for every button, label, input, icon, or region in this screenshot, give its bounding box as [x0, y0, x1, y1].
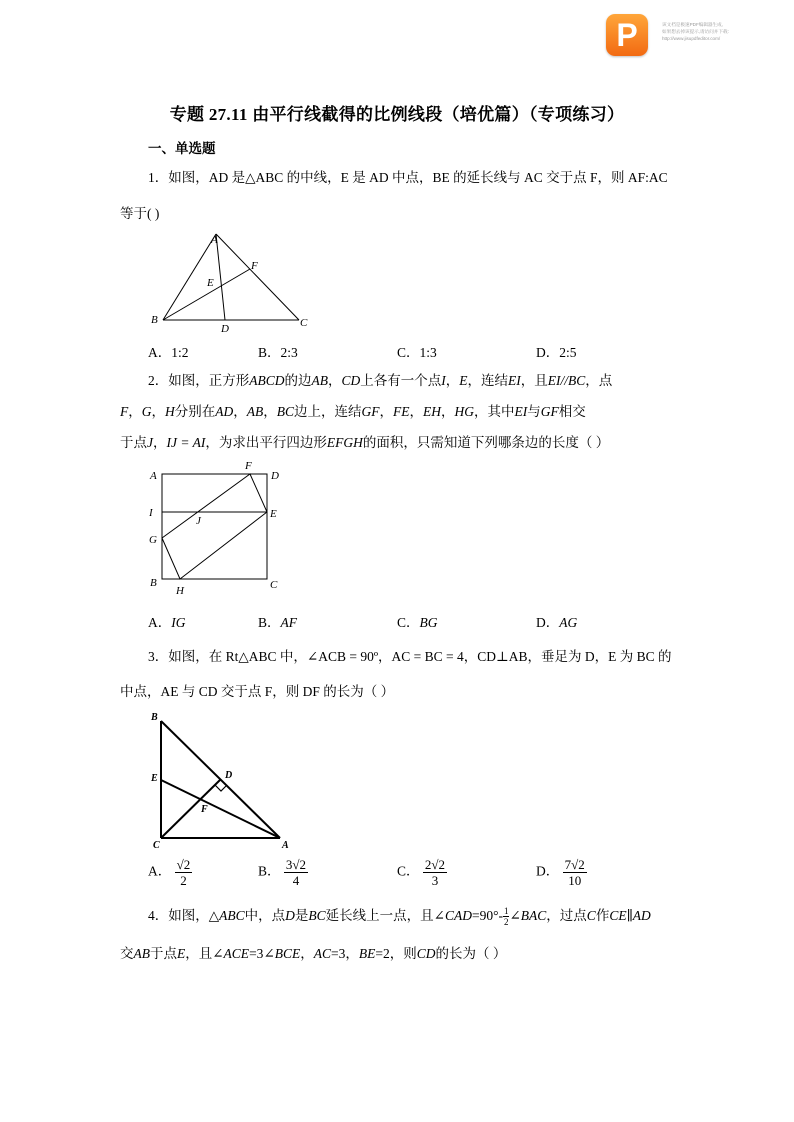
- q2-l2-q: EH: [423, 404, 442, 419]
- q4-l1-j: ∠BAC: [509, 908, 547, 923]
- watermark-line-2: 如果想去掉该提示,请访问并下载:: [662, 29, 729, 34]
- q3-option-c-fraction: [423, 857, 447, 888]
- q2-l2-x: 相交: [558, 404, 586, 419]
- q1-seg-ad: [216, 234, 225, 320]
- q4-l1-g: 延长线上一点，且: [325, 908, 434, 923]
- q4-l2-n: CD: [416, 946, 436, 961]
- q2-l2-r: ，: [441, 404, 455, 419]
- q2-l2-p: ，: [409, 404, 424, 419]
- q2-l1-d: AB: [311, 373, 328, 388]
- q2-l2-u: EI: [514, 404, 528, 419]
- q2-l2-n: ，: [379, 404, 394, 419]
- q1-option-b[interactable]: [258, 341, 298, 361]
- section-heading: 一、单选题: [148, 141, 216, 156]
- q2-l1-k: ，连结: [467, 373, 509, 388]
- q3-option-d-den: 10: [568, 873, 582, 888]
- q2-l1-h: I: [441, 373, 446, 388]
- q4-l1-c: 中，点: [244, 908, 286, 923]
- q2-parallelogram-efgh: [162, 474, 267, 579]
- q3-label-d: D: [225, 770, 233, 781]
- q2-label-e: E: [270, 508, 277, 520]
- q2-label-f: F: [245, 460, 252, 472]
- q4-half-num: 1: [503, 906, 509, 917]
- q1-label-d: D: [221, 323, 229, 335]
- q2-l2-c: G: [141, 404, 152, 419]
- q2-l3-d: IJ = AI: [166, 435, 206, 450]
- q2-option-c[interactable]: [397, 611, 438, 631]
- q2-label-d: D: [271, 470, 279, 482]
- q3-option-a-den: 2: [180, 873, 187, 888]
- q2-l1-i: ，: [445, 373, 460, 388]
- q2-l1-j: E: [459, 373, 468, 388]
- q2-l2-l: 边上，连结: [294, 404, 362, 419]
- q4-l1-n: CE∥AD: [609, 908, 651, 923]
- q2-label-h: H: [176, 585, 184, 597]
- q4-l1-m: 作: [595, 908, 610, 923]
- q4-l2-m: =2，则: [375, 946, 417, 961]
- page-title: 专题 27.11 由平行线截得的比例线段（培优篇）（专项练习）: [169, 105, 625, 124]
- q2-l2-m: GF: [361, 404, 380, 419]
- q3-text-line-2: 中点，AE 与 CD 交于点 F，则 DF 的长为（ ）: [120, 684, 395, 699]
- q4-l1-l: C: [586, 908, 596, 923]
- q2-l3-a: 于点: [120, 435, 147, 450]
- q2-l2-f: 分别在: [174, 404, 216, 419]
- q2-label-a: A: [150, 470, 157, 482]
- q1-option-b-letter: B．: [258, 345, 281, 360]
- q2-l1-g: 上各有一个点: [360, 373, 442, 388]
- q2-option-c-letter: C．: [397, 615, 420, 630]
- q2-label-i: I: [149, 507, 153, 519]
- q2-l3-e: ，为求出平行四边形: [205, 435, 327, 450]
- q2-option-d-value: AG: [559, 615, 578, 630]
- q3-option-d[interactable]: [536, 857, 587, 888]
- q2-l2-i: AB: [246, 404, 264, 419]
- q3-option-b-den: 4: [292, 873, 300, 888]
- watermark-line-3: http://www.jisupdfeditor.com/: [662, 36, 721, 41]
- q2-l2-o: FE: [393, 404, 410, 419]
- q2-l2-d: ，: [151, 404, 165, 419]
- q1-text-line-2: 等于( ): [120, 206, 160, 221]
- q2-l1-n: EI//BC: [547, 373, 586, 388]
- q2-l1-o: ，点: [585, 373, 613, 388]
- q2-label-j: J: [196, 515, 201, 527]
- q4-l1-k: ，过点: [546, 908, 587, 923]
- q2-l1-m: ，且: [520, 373, 548, 388]
- q2-option-a[interactable]: [148, 611, 186, 631]
- q4-l1-a: 4．如图，: [148, 908, 209, 923]
- q3-seg-cd: [161, 779, 221, 838]
- q3-option-c-num: 2√2: [424, 857, 446, 872]
- q4-l1-e: 是: [294, 908, 309, 923]
- q2-l2-w: GF: [540, 404, 559, 419]
- logo-letter: P: [616, 17, 638, 53]
- q3-option-b-num: 3√2: [285, 857, 307, 872]
- q4-l2-d: E: [177, 946, 186, 961]
- q4-l2-o: 的长为（ ）: [435, 946, 507, 961]
- q2-text-line-3: [120, 433, 609, 453]
- q1-label-b: B: [151, 314, 158, 326]
- q4-l1-d: D: [285, 908, 295, 923]
- q3-option-a-letter: A．: [148, 863, 172, 879]
- q2-l3-c: ，: [153, 435, 167, 450]
- q3-option-c-den: 3: [431, 873, 439, 888]
- q3-seg-ea: [161, 780, 280, 838]
- q3-text-line-1: 3．如图，在 Rt△ABC 中，∠ACB = 90º，AC = BC = 4，CD⊥AB，垂足为 D，E 为 BC 的: [148, 649, 672, 664]
- q1-option-d-value: 2:5: [559, 345, 577, 360]
- q2-l1-l: EI: [508, 373, 521, 388]
- q3-option-d-num: 7√2: [564, 857, 585, 872]
- q2-l2-e: H: [165, 404, 175, 419]
- q2-label-g: G: [149, 534, 157, 546]
- q2-text-line-2: [120, 402, 586, 422]
- q3-option-b-fraction: [284, 857, 308, 888]
- q4-text-line-2: [120, 944, 506, 964]
- q3-option-b[interactable]: [258, 857, 308, 888]
- q2-option-b-letter: B．: [258, 615, 281, 630]
- q3-option-a-num: √2: [176, 857, 191, 872]
- q2-l2-g: AD: [215, 404, 234, 419]
- q4-l2-a: 交: [120, 946, 134, 961]
- q1-option-c[interactable]: [397, 341, 437, 361]
- q2-l2-a: F: [120, 404, 129, 419]
- watermark-line-1: 该文档是极速PDF编辑器生成,: [662, 22, 723, 27]
- q2-l2-s: HG: [454, 404, 475, 419]
- q4-text-line-1: [148, 906, 651, 927]
- q1-label-f: F: [251, 260, 258, 272]
- q2-l2-j: ，: [263, 404, 277, 419]
- q2-l3-b: J: [147, 435, 153, 450]
- q1-option-d-letter: D．: [536, 345, 560, 360]
- q2-option-b-value: AF: [280, 615, 298, 630]
- q1-option-a-value: 1:2: [171, 345, 189, 360]
- q2-option-b[interactable]: [258, 611, 297, 631]
- q1-option-a[interactable]: [148, 341, 189, 361]
- q2-l1-b: ABCD: [249, 373, 285, 388]
- q4-l2-e: ，且: [185, 946, 213, 961]
- q3-option-a-fraction: [175, 857, 193, 888]
- q4-l2-c: 于点: [150, 946, 177, 961]
- q2-label-c: C: [270, 579, 278, 591]
- q4-l1-f: BC: [308, 908, 326, 923]
- q4-half-den: 2: [503, 917, 509, 928]
- q3-label-e: E: [151, 773, 158, 784]
- q2-figure: [140, 460, 295, 600]
- q2-label-b: B: [150, 577, 157, 589]
- q2-l2-t: ，其中: [474, 404, 515, 419]
- q1-label-a: A: [211, 234, 218, 246]
- q4-l1-h: ∠CAD: [433, 908, 472, 923]
- q3-option-b-letter: B．: [258, 863, 281, 879]
- q2-l3-f: EFGH: [326, 435, 363, 450]
- q1-text-line-1: 1．如图，AD 是△ABC 的中线，E 是 AD 中点，BE 的延长线与 AC 交于点 F，则 AF:AC: [148, 170, 668, 185]
- q1-option-d[interactable]: [536, 341, 577, 361]
- q4-l2-b: AB: [133, 946, 150, 961]
- q3-option-c[interactable]: [397, 857, 447, 888]
- q1-option-c-letter: C．: [397, 345, 420, 360]
- q4-l2-j: AC: [313, 946, 332, 961]
- q2-option-a-value: IG: [171, 615, 186, 630]
- q2-option-a-letter: A．: [148, 615, 172, 630]
- q4-l2-k: =3，: [331, 946, 359, 961]
- q1-label-e: E: [207, 277, 214, 289]
- q2-l2-k: BC: [276, 404, 295, 419]
- q2-option-d[interactable]: [536, 611, 577, 631]
- q1-label-c: C: [300, 317, 308, 329]
- q2-l2-b: ，: [128, 404, 142, 419]
- q4-l2-l: BE: [358, 946, 376, 961]
- q4-l1-b: △ABC: [208, 908, 245, 923]
- q3-option-d-letter: D．: [536, 863, 560, 879]
- q2-l2-v: 与: [527, 404, 541, 419]
- q3-label-f: F: [201, 804, 208, 815]
- q1-option-c-value: 1:3: [419, 345, 437, 360]
- pdf-editor-logo: [606, 14, 648, 56]
- q2-text-line-1: [148, 371, 612, 391]
- q4-l2-g: =3: [249, 946, 264, 961]
- q2-l3-g: 的面积，只需知道下列哪条边的长度（ ）: [362, 435, 610, 450]
- q3-option-c-letter: C．: [397, 863, 420, 879]
- q3-label-c: C: [153, 840, 160, 850]
- q4-l2-h: ∠BCE: [263, 946, 301, 961]
- q4-l1-i: =90°-: [471, 908, 503, 923]
- q1-option-b-value: 2:3: [280, 345, 298, 360]
- q3-label-a: A: [282, 840, 289, 850]
- q2-l1-c: 的边: [284, 373, 312, 388]
- q1-figure: [145, 228, 320, 338]
- q1-seg-ac: [216, 234, 299, 320]
- q2-option-d-letter: D．: [536, 615, 560, 630]
- q3-label-b: B: [151, 712, 158, 723]
- q2-l1-a: 2．如图，正方形: [148, 373, 250, 388]
- q3-option-a[interactable]: [148, 857, 192, 888]
- q2-l1-e: ，: [328, 373, 342, 388]
- q2-l1-f: CD: [341, 373, 361, 388]
- q2-l2-h: ，: [233, 404, 247, 419]
- q3-right-angle-mark: [215, 785, 227, 791]
- q4-l2-f: ∠ACE: [212, 946, 250, 961]
- q3-figure: [145, 708, 295, 850]
- q4-l2-i: ，: [300, 946, 314, 961]
- q2-option-c-value: BG: [419, 615, 438, 630]
- q3-option-d-fraction: [563, 857, 587, 888]
- q1-option-a-letter: A．: [148, 345, 172, 360]
